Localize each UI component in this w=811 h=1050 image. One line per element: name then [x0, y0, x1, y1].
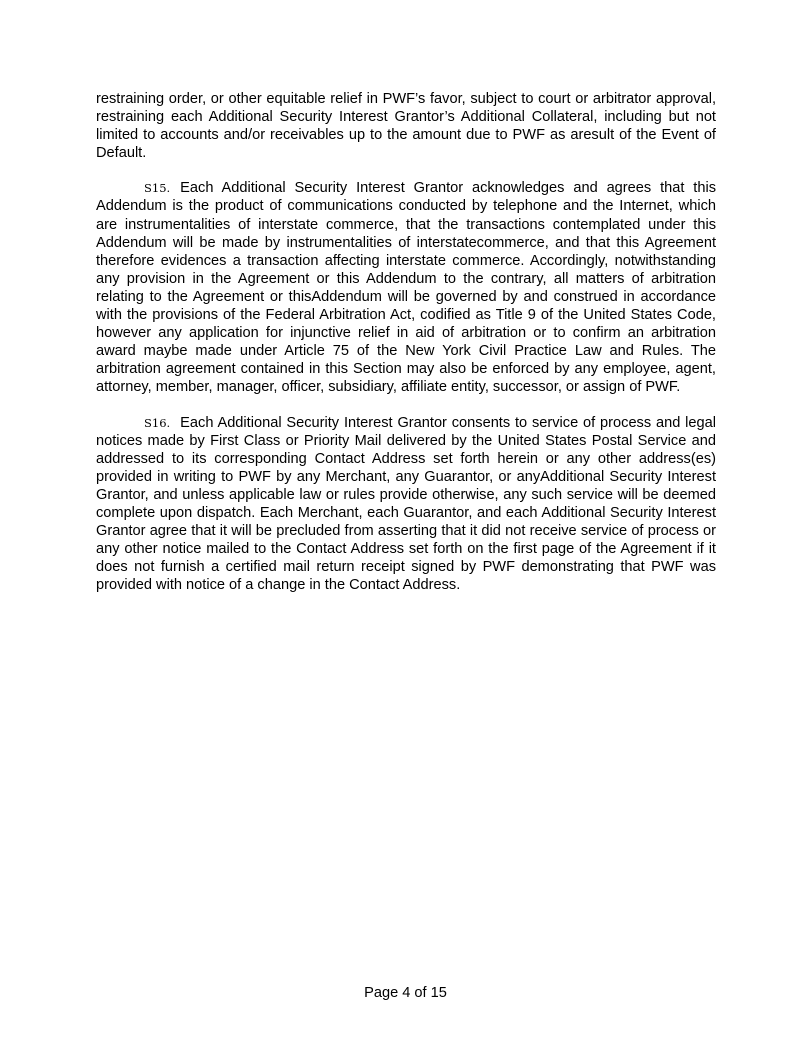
paragraph-section-16 — [96, 414, 716, 595]
paragraph-text: Each Additional Security Interest Grantor acknowledges and agrees that this Addendum is the product of communications conducted by telephone and the Internet, which are instrumentalities of interstate commerce, that the transactions contemplated under this Addendum will be made by instrumentalities of interstatecommerce, and that this Agreement therefore evidences a transaction affecting interstate commerce. Accordingly, notwithstanding any provision in the Agreement or this Addendum to the contrary, all matters of arbitration relating to the Agreement or thisAddendum will be governed by and construed in accordance with the provisions of the Federal Arbitration Act, codified as Title 9 of the United States Code, however any application for injunctive relief in aid of arbitration or to confirm an arbitration award maybe made under Article 75 of the New York Civil Practice Law and Rules. The arbitration agreement contained in this Section may also be enforced by any employee, agent, attorney, member, manager, officer, subsidiary, affiliate entity, successor, or assign of PWF. — [96, 180, 716, 396]
document-page — [96, 90, 716, 611]
paragraph-continuation — [96, 90, 716, 162]
section-number: S16. — [144, 415, 171, 430]
page-footer — [0, 985, 811, 1001]
page-number: Page 4 of 15 — [364, 985, 447, 1001]
paragraph-text: Each Additional Security Interest Grantor consents to service of process and legal notices made by First Class or Priority Mail delivered by the United States Postal Service and addressed to its corresponding Contact Address set forth herein or any other address(es) provided in writing to PWF by any Merchant, any Guarantor, or anyAdditional Security Interest Grantor, and unless applicable law or rules provide otherwise, any such service will be deemed complete upon dispatch. Each Merchant, each Guarantor, and each Additional Security Interest Grantor agree that it will be precluded from asserting that it did not receive service of process or any other notice mailed to the Contact Address set forth on the first page of the Agreement if it does not furnish a certified mail return receipt signed by PWF demonstrating that PWF was provided with notice of a change in the Contact Address. — [96, 414, 716, 594]
section-number: S15. — [144, 181, 171, 196]
paragraph-section-15 — [96, 179, 716, 396]
paragraph-text: restraining order, or other equitable relief in PWF’s favor, subject to court or arbitrator approval, restraining each Additional Security Interest Grantor’s Additional Collateral, including but not limited to accounts and/or receivables up to the amount due to PWF as aresult of the Event of Default. — [96, 91, 716, 162]
